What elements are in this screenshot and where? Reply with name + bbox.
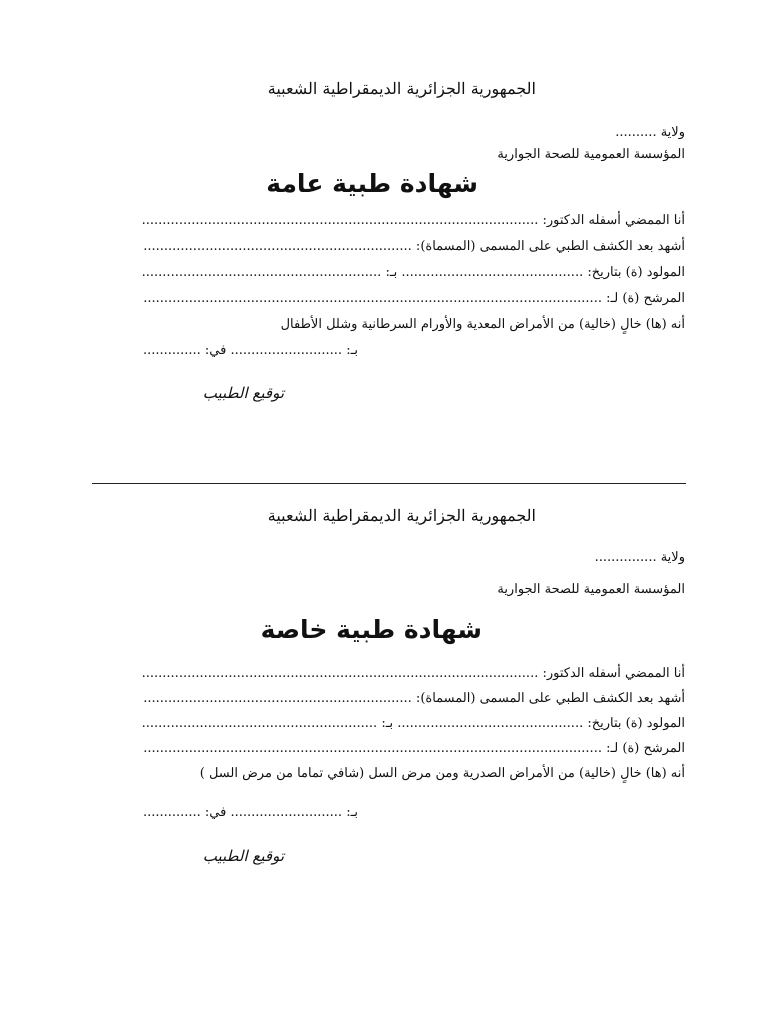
doctor-line: أنا الممضي أسفله الدكتور: ................................................................................................ — [141, 213, 685, 228]
place-date-line: بـ: ........................... في: .............. — [142, 343, 358, 358]
doctor-signature-label: توقيع الطبيب — [202, 847, 284, 865]
institution-line: المؤسسة العمومية للصحة الجوارية — [497, 582, 685, 597]
institution-line: المؤسسة العمومية للصحة الجوارية — [497, 147, 685, 162]
doctor-signature-label: توقيع الطبيب — [202, 384, 284, 402]
health-statement: أنه (ها) خالٍ (خالية) من الأمراض المعدية والأورام السرطانية وشلل الأطفال — [280, 317, 685, 332]
doctor-line: أنا الممضي أسفله الدكتور: ................................................................................................ — [141, 666, 685, 681]
health-statement: أنه (ها) خالٍ (خالية) من الأمراض الصدرية ومن مرض السل (شافي تماما من مرض السل ) — [199, 766, 685, 781]
certificate-title: شهادة طبية خاصة — [260, 615, 482, 644]
wilaya-line: ولاية .......... — [615, 125, 685, 140]
birth-line: المولود (ة) بتاريخ: ............................................ بـ: .......................................................... — [141, 265, 685, 280]
candidate-line: المرشح (ة) لـ: ............................................................................................................... — [143, 741, 685, 756]
examined-line: أشهد بعد الكشف الطبي على المسمى (المسماة): ................................................................. — [143, 691, 685, 706]
certificate-title: شهادة طبية عامة — [266, 169, 478, 198]
candidate-line: المرشح (ة) لـ: ............................................................................................................... — [143, 291, 685, 306]
birth-line: المولود (ة) بتاريخ: ............................................. بـ: ......................................................... — [141, 716, 685, 731]
republic-header: الجمهورية الجزائرية الديمقراطية الشعبية — [267, 506, 536, 525]
place-date-line: بـ: ........................... في: .............. — [142, 805, 358, 820]
examined-line: أشهد بعد الكشف الطبي على المسمى (المسماة): ................................................................. — [143, 239, 685, 254]
republic-header: الجمهورية الجزائرية الديمقراطية الشعبية — [267, 79, 536, 98]
section-divider — [92, 483, 686, 484]
wilaya-line: ولاية ............... — [594, 550, 685, 565]
